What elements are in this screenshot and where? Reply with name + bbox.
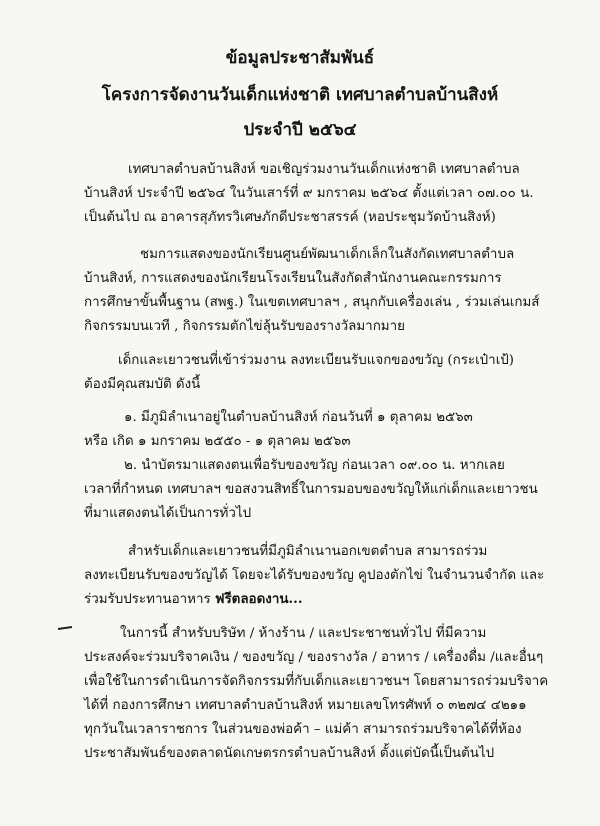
paragraph2-line-2: บ้านสิงห์, การแสดงของนักเรียนโรงเรียนในสังกัดสำนักงานคณะกรรมการ (84, 271, 502, 286)
paragraph5-line-6: ประชาสัมพันธ์ของตลาดนัดเกษตรกรตำบลบ้านสิงห์ ตั้งแต่บัดนี้เป็นต้นไป (84, 746, 495, 761)
qualification-item-2-line-3: ที่มาแสดงตนได้เป็นการทั่วไป (84, 506, 252, 521)
paragraph3-line-1: เด็กและเยาวชนที่เข้าร่วมงาน ลงทะเบียนรับแจกของขวัญ (กระเป๋าเป้) (118, 353, 514, 368)
free-all-event-text: ฟรีตลอดงาน... (214, 591, 303, 607)
paragraph2-line-1: ชมการแสดงของนักเรียนศูนย์พัฒนาเด็กเล็กในสังกัดเทศบาลตำบล (140, 247, 515, 262)
paragraph5-line-4: ได้ที่ กองการศึกษา เทศบาลตำบลบ้านสิงห์ หมายเลขโทรศัพท์ ๐ ๓๒๗๔ ๔๒๑๑ (84, 698, 527, 713)
qualification-item-1-line-1: ๑. มีภูมิลำเนาอยู่ในตำบลบ้านสิงห์ ก่อนวันที่ ๑ ตุลาคม ๒๕๖๓ (124, 410, 473, 425)
document-title-line-1: ข้อมูลประชาสัมพันธ์ (225, 48, 375, 68)
qualification-item-2-line-1: ๒. นำบัตรมาแสดงตนเพื่อรับของขวัญ ก่อนเวลา ๐๙.๐๐ น. หากเลย (124, 458, 505, 473)
paragraph2-line-4: กิจกรรมบนเวที , กิจกรรมตักไข่ลุ้นรับของรางวัลมากมาย (84, 319, 405, 334)
paragraph1-line-1: เทศบาลตำบลบ้านสิงห์ ขอเชิญร่วมงานวันเด็กแห่งชาติ เทศบาลตำบล (128, 162, 520, 177)
paragraph1-line-2: บ้านสิงห์ ประจำปี ๒๕๖๔ ในวันเสาร์ที่ ๙ มกราคม ๒๕๖๔ ตั้งแต่เวลา ๐๗.๐๐ น. (84, 186, 534, 201)
paragraph5-line-2: ประสงค์จะร่วมบริจาคเงิน / ของขวัญ / ของรางวัล / อาหาร / เครื่องดื่ม /และอื่นๆ (84, 650, 544, 665)
qualification-item-2-line-2: เวลาที่กำหนด เทศบาลฯ ขอสงวนสิทธิ์ในการมอบของขวัญให้แก่เด็กและเยาวชน (84, 482, 538, 497)
paragraph4-line-3 (84, 588, 303, 609)
handwritten-dash-mark (58, 626, 72, 630)
paragraph4-line-1: สำหรับเด็กและเยาวชนที่มีภูมิลำเนานอกเขตตำบล สามารถร่วม (128, 544, 488, 559)
paragraph5-line-3: เพื่อใช้ในการดำเนินการจัดกิจกรรมที่กับเด็กและเยาวชนฯ โดยสามารถร่วมบริจาค (84, 674, 549, 689)
paragraph4-line-2: ลงทะเบียนรับของขวัญได้ โดยจะได้รับของขวัญ คูปองตักไข่ ในจำนวนจำกัด และ (84, 568, 545, 583)
paragraph5-line-5: ทุกวันในเวลาราชการ ในส่วนของพ่อค้า – แม่ค้า สามารถร่วมบริจาคได้ที่ห้อง (84, 722, 522, 737)
document-title-line-3: ประจำปี ๒๕๖๔ (243, 120, 357, 140)
paragraph4-line-3-text: ร่วมรับประทานอาหาร (84, 592, 215, 607)
paragraph5-line-1: ในการนี้ สำหรับบริษัท / ห้างร้าน / และประชาชนทั่วไป ที่มีความ (120, 626, 487, 641)
paragraph3-line-2: ต้องมีคุณสมบัติ ดังนี้ (84, 377, 201, 392)
document-title-line-2: โครงการจัดงานวันเด็กแห่งชาติ เทศบาลตำบลบ้านสิงห์ (101, 85, 499, 105)
paragraph1-line-3: เป็นต้นไป ณ อาคารสุภัทรวิเศษภักดีประชาสรรค์ (หอประชุมวัดบ้านสิงห์) (84, 210, 496, 225)
paragraph2-line-3: การศึกษาขั้นพื้นฐาน (สพฐ.) ในเขตเทศบาลฯ , สนุกกับเครื่องเล่น , ร่วมเล่นเกมส์ (84, 295, 540, 310)
qualification-item-1-line-2: หรือ เกิด ๑ มกราคม ๒๕๕๐ - ๑ ตุลาคม ๒๕๖๓ (84, 434, 351, 449)
